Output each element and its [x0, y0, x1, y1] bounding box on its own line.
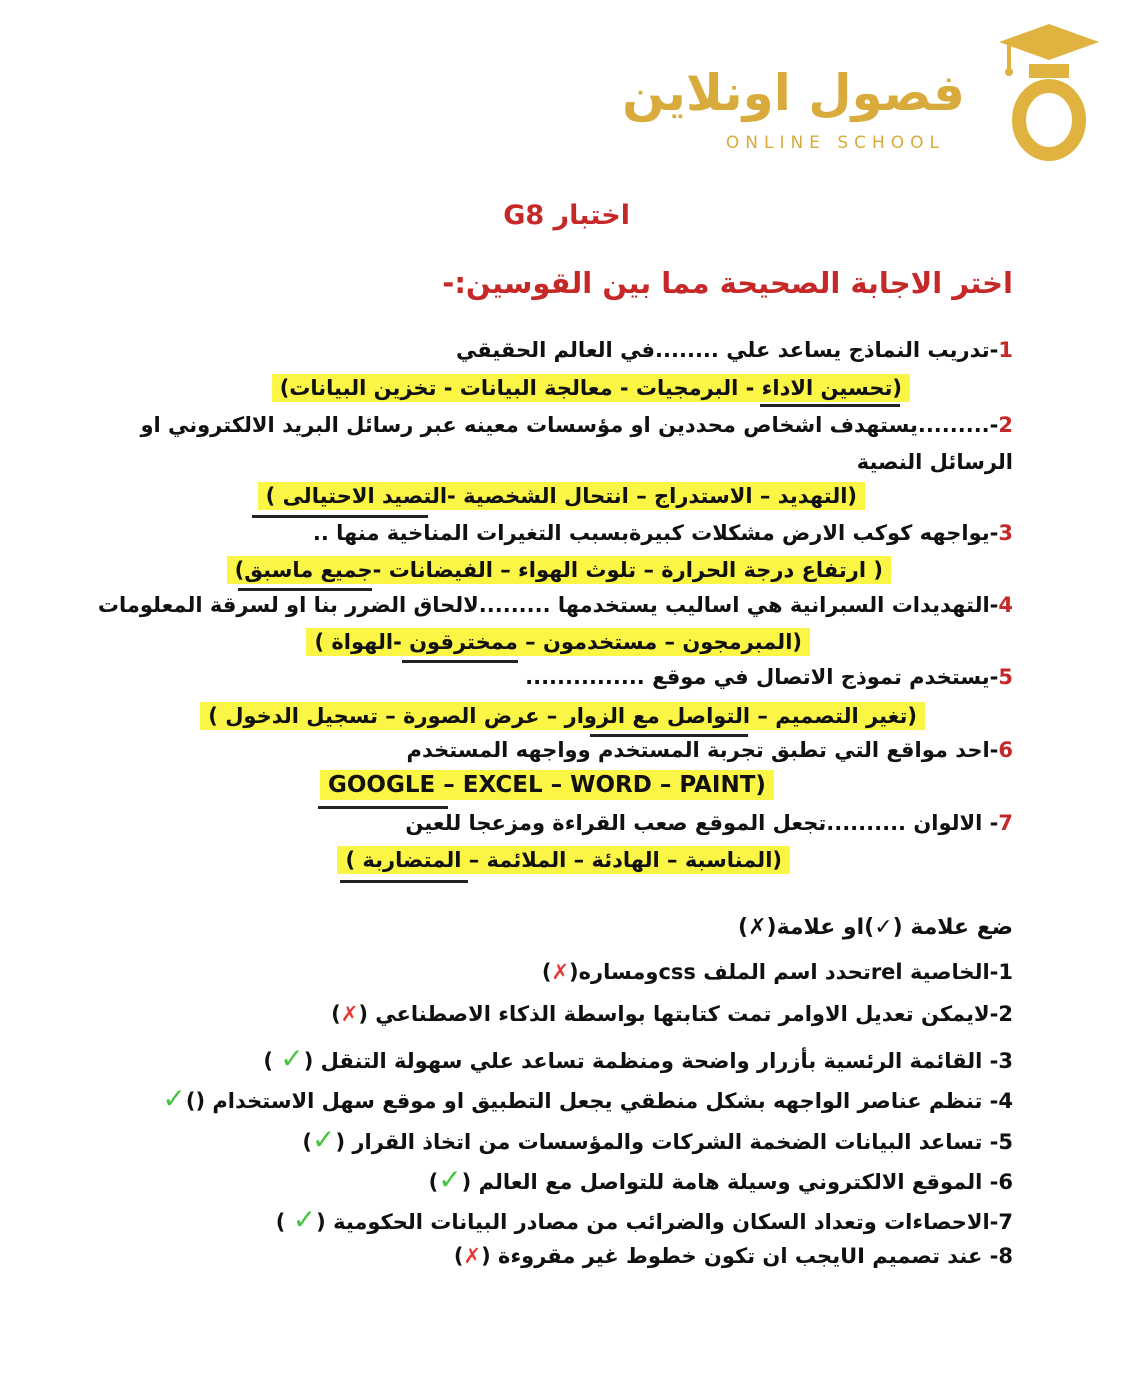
question-2: [140, 413, 1013, 437]
question-5-options: (تغير التصميم – التواصل مع الزوار – عرض الصورة – تسجيل الدخول ): [200, 702, 925, 730]
instruction-heading: اختر الاجابة الصحيحة مما بين القوسين:-: [442, 266, 1013, 300]
question-6-options: GOOGLE – EXCEL – WORD – PAINT): [320, 770, 774, 800]
cross-mark-icon: ✗: [463, 1244, 482, 1268]
question-text: -تدريب النماذج يساعد علي ........في العالم الحقيقي: [456, 338, 999, 362]
tf-close-paren: ): [453, 1244, 464, 1268]
question-number: 6: [998, 738, 1013, 762]
answer-underline: [318, 806, 448, 809]
question-text: -.........يستهدف اشخاص محددين او مؤسسات معينه عبر رسائل البريد الالكتروني او: [140, 413, 999, 437]
graduation-cap-logo-icon: [999, 24, 1099, 164]
question-5: [525, 665, 1013, 689]
answer-underline: [590, 734, 748, 737]
tf-close-paren: ): [185, 1089, 196, 1113]
question-number: 7: [998, 811, 1013, 835]
tf-item-7: [276, 1203, 1013, 1236]
answer-underline: [340, 880, 468, 883]
answer-underline: [402, 660, 518, 663]
tf-close-paren: ): [541, 960, 552, 984]
brand-name-english: ONLINE SCHOOL: [725, 133, 945, 153]
check-mark-icon: ✓: [438, 1163, 462, 1196]
true-false-heading: ضع علامة (✓)او علامة(✗): [738, 915, 1013, 940]
question-1: [456, 338, 1013, 362]
answer-underline: [252, 515, 428, 518]
question-2-options: (التهديد – الاستدراج – انتحال الشخصية -التصيد الاحتيالى ): [258, 482, 865, 510]
tf-item-4: [162, 1082, 1013, 1115]
answer-underline: [238, 588, 372, 591]
tf-item-text: 6- الموقع الالكتروني وسيلة هامة للتواصل مع العالم (: [461, 1170, 1013, 1194]
tf-close-paren: ): [263, 1049, 281, 1073]
tf-item-5: [302, 1123, 1013, 1156]
brand-name-arabic: فصول اونلاين: [622, 64, 965, 122]
question-3: [313, 521, 1013, 545]
question-text: -يواجهه كوكب الارض مشكلات كبيرةبسبب التغيرات المناخية منها ..: [312, 521, 999, 545]
tf-item-3: [263, 1042, 1013, 1075]
question-1-options: (تحسين الاداء - البرمجيات - معالجة البيانات - تخزين البيانات): [272, 374, 910, 402]
tf-close-paren: ): [428, 1170, 439, 1194]
tf-item-8: [454, 1244, 1013, 1268]
question-2-continued: الرسائل النصية: [856, 450, 1013, 474]
check-mark-icon: ✓: [280, 1042, 304, 1075]
tf-item-text: 5- تساعد البيانات الضخمة الشركات والمؤسسات من اتخاذ القرار (: [335, 1130, 1013, 1154]
check-mark-icon: ✓: [292, 1203, 317, 1236]
question-text: -احد مواقع التي تطبق تجربة المستخدم وواجهه المستخدم: [406, 738, 999, 762]
question-number: 3: [998, 521, 1013, 545]
question-3-options: ( ارتفاع درجة الحرارة – تلوث الهواء – الفيضانات -جميع ماسبق): [227, 556, 891, 584]
tf-item-text: 8- عند تصميم UIيجب ان تكون خطوط غير مقروءة (: [481, 1244, 1013, 1268]
tf-item-2: [331, 1002, 1013, 1026]
tf-item-text: 2-لايمكن تعديل الاوامر تمت كتابتها بواسطة الذكاء الاصطناعي (: [358, 1002, 1013, 1026]
question-7: [405, 811, 1013, 835]
cross-mark-icon: ✗: [340, 1002, 359, 1026]
tf-close-paren: ): [302, 1130, 313, 1154]
question-number: 2: [998, 413, 1013, 437]
question-7-options: (المناسبة – الهادئة – الملائمة – المتضاربة ): [337, 846, 790, 874]
check-mark-icon: ✓: [162, 1082, 186, 1115]
question-6: [407, 738, 1013, 762]
tf-item-6: [429, 1163, 1013, 1196]
check-mark-icon: ✓: [312, 1123, 336, 1156]
question-text: -يستخدم تموذج الاتصال في موقع ...............: [525, 665, 999, 689]
tf-close-paren: ): [331, 1002, 341, 1026]
tf-item-text: 4- تنظم عناصر الواجهه بشكل منطقي يجعل التطبيق او موقع سهل الاستخدام (: [195, 1089, 1013, 1113]
page-title: اختبار G8: [503, 200, 630, 231]
tf-item-text: 3- القائمة الرئسية بأزرار واضحة ومنظمة تساعد علي سهولة التنقل (: [303, 1049, 1013, 1073]
question-text: - الالوان ..........تجعل الموقع صعب القراءة ومزعجا للعين: [405, 811, 999, 835]
tf-item-text: 7-الاحصاءات وتعداد السكان والضرائب من مصادر البيانات الحكومية (: [316, 1210, 1013, 1234]
cross-mark-icon: ✗: [551, 960, 570, 984]
tf-item-1: [542, 960, 1013, 984]
question-number: 1: [998, 338, 1013, 362]
question-number: 5: [998, 665, 1013, 689]
question-number: 4: [998, 593, 1013, 617]
question-text: -التهديدات السبرانية هي اساليب يستخدمها .........لالحاق الضرر بنا او لسرقة المعلومات: [97, 593, 999, 617]
question-4: [98, 593, 1013, 617]
tf-close-paren: ): [275, 1210, 293, 1234]
question-4-options: (المبرمجون – مستخدمون – ممخترقون -الهواة ): [306, 628, 810, 656]
answer-underline: [760, 404, 900, 407]
tf-item-text: 1-الخاصية relتحدد اسم الملف cssومساره(: [569, 960, 1013, 984]
